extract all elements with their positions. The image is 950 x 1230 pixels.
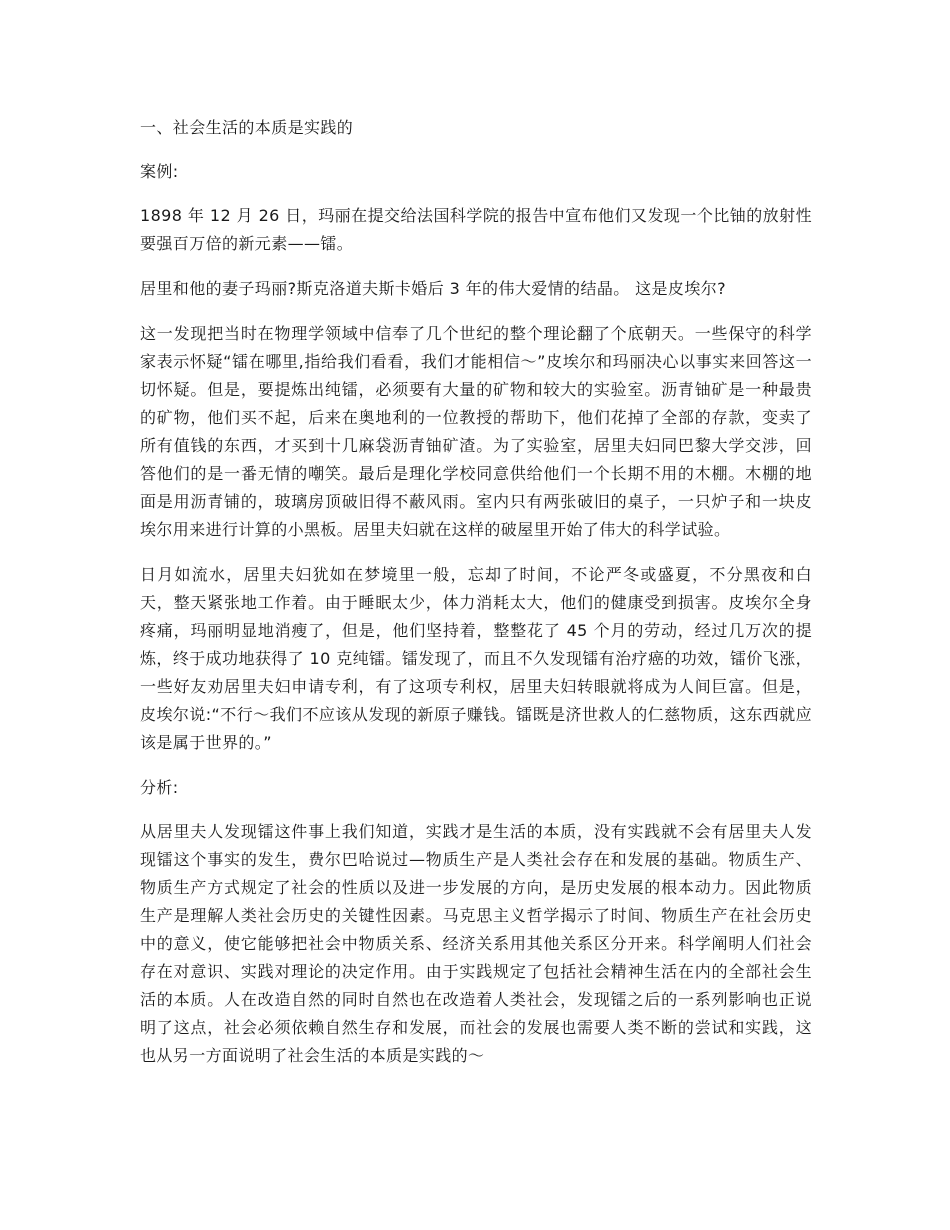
case-paragraph-4: 日月如流水，居里夫妇犹如在梦境里一般，忘却了时间，不论严冬或盛夏，不分黑夜和白天，整天紧张地工作着。由于睡眠太少，体力消耗太大，他们的健康受到损害。皮埃尔全身疼痛，玛丽明显地消瘦了，但是，他们坚持着，整整花了 45 个月的劳动，经过几万次的提炼，终于成功地获得了 10 克纯镭。镭发现了，而且不久发现镭有治疗癌的功效，镭价飞涨，一些好友劝居里夫妇申请专利，有了这项专利权，居里夫妇转眼就将成为人间巨富。但是，皮埃尔说:“不行～我们不应该从发现的新原子赚钱。镭既是济世救人的仁慈物质，这东西就应该是属于世界的。” [140,565,812,752]
document-page [140,114,812,1087]
case-paragraph-1: 1898 年 12 月 26 日，玛丽在提交给法国科学院的报告中宣布他们又发现一个比铀的放射性要强百万倍的新元素——镭。 [140,206,812,253]
case-paragraph-2: 居里和他的妻子玛丽?斯克洛道夫斯卡婚后 3 年的伟大爱情的结晶。 这是皮埃尔? [140,279,727,298]
case-paragraph-3: 这一发现把当时在物理学领域中信奉了几个世纪的整个理论翻了个底朝天。一些保守的科学家表示怀疑“镭在哪里,指给我们看看，我们才能相信～”皮埃尔和玛丽决心以事实来回答这一切怀疑。但是，要提炼出纯镭，必须要有大量的矿物和较大的实验室。沥青铀矿是一种最贵的矿物，他们买不起，后来在奥地利的一位教授的帮助下，他们花掉了全部的存款，变卖了所有值钱的东西，才买到十几麻袋沥青铀矿渣。为了实验室，居里夫妇同巴黎大学交涉，回答他们的是一番无情的嘲笑。最后是理化学校同意供给他们一个长期不用的木棚。木棚的地面是用沥青铺的，玻璃房顶破旧得不蔽风雨。室内只有两张破旧的桌子，一只炉子和一块皮埃尔用来进行计算的小黑板。居里夫妇就在这样的破屋里开始了伟大的科学试验。 [140,324,812,539]
analysis-paragraph: 从居里夫人发现镭这件事上我们知道，实践才是生活的本质，没有实践就不会有居里夫人发现镭这个事实的发生，费尔巴哈说过—物质生产是人类社会存在和发展的基础。物质生产、物质生产方式规定了社会的性质以及进一步发展的方向，是历史发展的根本动力。因此物质生产是理解人类社会历史的关键性因素。马克思主义哲学揭示了时间、物质生产在社会历史中的意义，使它能够把社会中物质关系、经济关系用其他关系区分开来。科学阐明人们社会存在对意识、实践对理论的决定作用。由于实践规定了包括社会精神生活在内的全部社会生活的本质。人在改造自然的同时自然也在改造着人类社会，发现镭之后的一系列影响也正说明了这点，社会必须依赖自然生存和发展，而社会的发展也需要人类不断的尝试和实践，这也从另一方面说明了社会生活的本质是实践的～ [140,822,812,1065]
section-heading: 一、社会生活的本质是实践的 [140,118,354,137]
case-label: 案例: [140,162,179,181]
analysis-label: 分析: [140,778,179,797]
